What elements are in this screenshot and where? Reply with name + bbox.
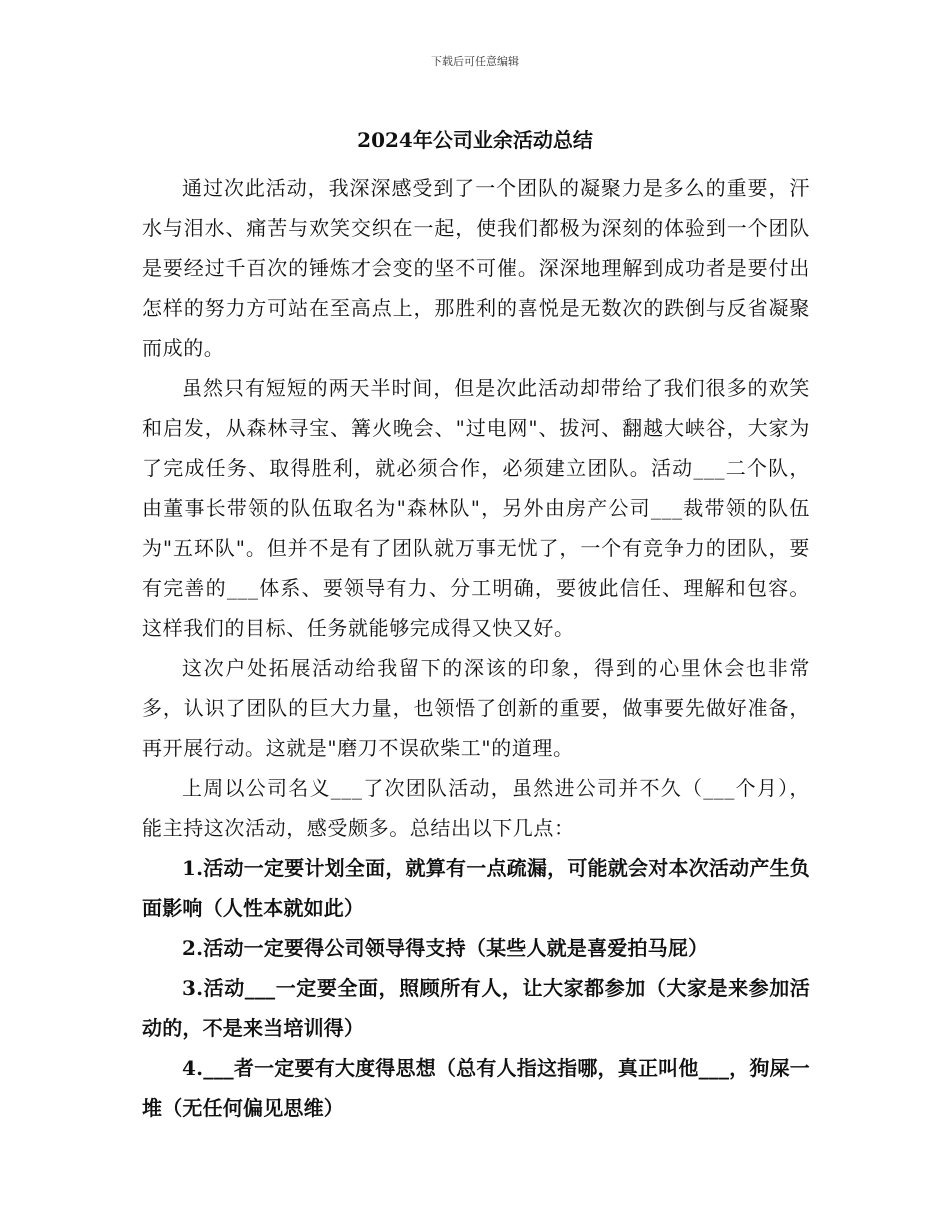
summary-point-3: 3.活动___一定要全面，照顾所有人，让大家都参加（大家是来参加活动的，不是来当培训得） (142, 976, 810, 1040)
document-title: 2024年公司业余活动总结 (357, 128, 593, 152)
summary-point-4: 4.___者一定要有大度得思想（总有人指这指哪，真正叫他___，狗屎一堆（无任何偏见思维） (142, 1056, 810, 1120)
summary-point-1: 1.活动一定要计划全面，就算有一点疏漏，可能就会对本次活动产生负面影响（人性本就如此） (142, 856, 810, 920)
document-body (142, 168, 810, 1128)
paragraph-1: 通过次此活动，我深深感受到了一个团队的凝聚力是多么的重要，汗水与泪水、痛苦与欢笑交织在一起，使我们都极为深刻的体验到一个团队是要经过千百次的锤炼才会变的坚不可催。深深地理解到成功者是要付出怎样的努力方可站在至高点上，那胜利的喜悦是无数次的跌倒与反省凝聚而成的。 (142, 176, 810, 360)
paragraph-3: 这次户处拓展活动给我留下的深该的印象，得到的心里休会也非常多，认识了团队的巨大力量，也领悟了创新的重要，做事要先做好准备，再开展行动。这就是"磨刀不误砍柴工"的道理。 (142, 656, 810, 760)
summary-point-2: 2.活动一定要得公司领导得支持（某些人就是喜爱拍马屁） (182, 936, 709, 960)
header-note: 下载后可任意编辑 (431, 55, 519, 68)
paragraph-2: 虽然只有短短的两天半时间，但是次此活动却带给了我们很多的欢笑和启发，从森林寻宝、篝火晚会、"过电网"、拔河、翻越大峡谷，大家为了完成任务、取得胜利，就必须合作，必须建立团队。活动___二个队，由董事长带领的队伍取名为"森林队"，另外由房产公司___裁带领的队伍为"五环队"。但并不是有了团队就万事无忧了，一个有竞争力的团队，要有完善的___体系、要领导有力、分工明确，要彼此信任、理解和包容。这样我们的目标、任务就能够完成得又快又好。 (142, 376, 810, 640)
paragraph-4: 上周以公司名义___了次团队活动，虽然进公司并不久（___个月），能主持这次活动，感受颇多。总结出以下几点： (142, 776, 810, 840)
